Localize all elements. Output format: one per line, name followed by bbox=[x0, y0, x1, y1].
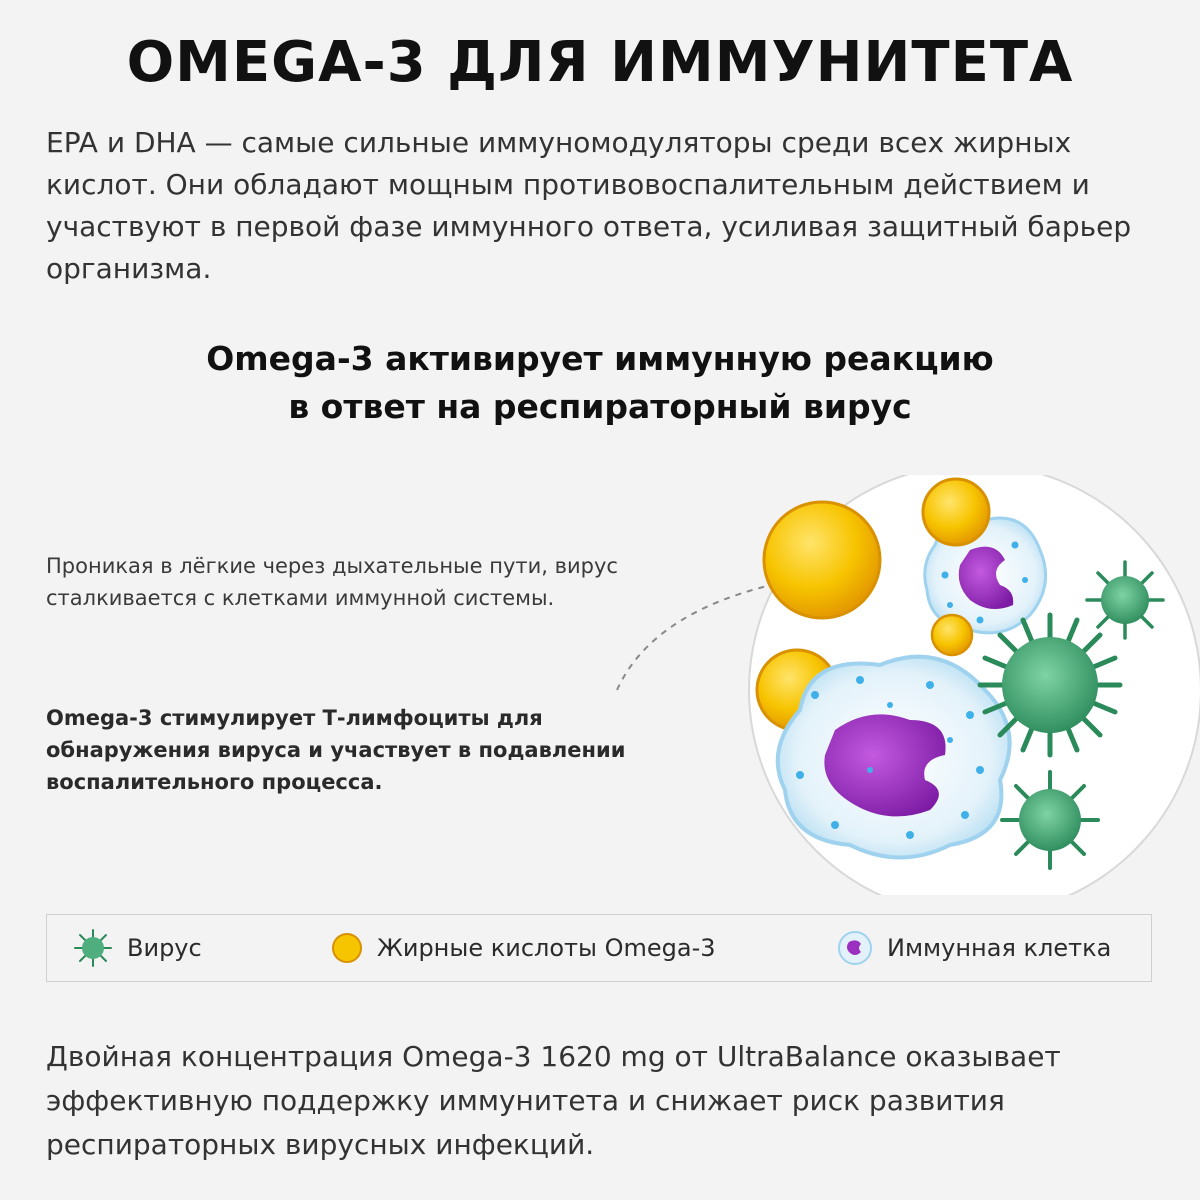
callout-omega-lymphocytes: Omega-3 стимулирует Т-лимфоциты для обнаружения вируса и участвует в подавлении воспалительного процесса. bbox=[46, 706, 626, 794]
outro-text: Двойная концентрация Omega-3 1620 mg от UltraBalance оказывает эффективную поддержку иммунитета и снижает риск развития респираторных вирусных инфекций. bbox=[46, 1040, 1061, 1161]
legend-label-immune-cell: Иммунная клетка bbox=[887, 934, 1112, 962]
legend-item-immune-cell bbox=[837, 915, 1111, 981]
page-title: OMEGA-3 ДЛЯ ИММУНИТЕТА bbox=[126, 30, 1074, 95]
immune-cell-icon bbox=[837, 930, 873, 966]
intro-text: EPA и DHA — самые сильные иммуномодуляторы среди всех жирных кислот. Они обладают мощным противовоспалительным действием и участвуют в первой фазе иммунного ответа, усиливая защитный барьер организма. bbox=[46, 126, 1132, 285]
immune-cell-large bbox=[778, 657, 1010, 858]
virus-icon bbox=[73, 928, 113, 968]
virus-large bbox=[980, 615, 1120, 755]
omega-droplet-large bbox=[764, 502, 880, 618]
legend-item-fatty-acids bbox=[331, 915, 716, 981]
legend-label-virus: Вирус bbox=[127, 934, 202, 962]
subtitle-line-2: в ответ на респираторный вирус bbox=[288, 387, 912, 426]
legend-label-fatty-acids: Жирные кислоты Omega-3 bbox=[377, 934, 716, 962]
omega-droplet-mid bbox=[932, 615, 972, 655]
subtitle-line-1: Omega-3 активирует иммунную реакцию bbox=[206, 339, 994, 378]
legend-item-virus bbox=[73, 915, 202, 981]
virus-right bbox=[1087, 562, 1163, 638]
immune-response-illustration bbox=[600, 475, 1200, 895]
legend bbox=[46, 914, 1152, 982]
callout-lungs: Проникая в лёгкие через дыхательные пути, вирус сталкивается с клетками иммунной системы. bbox=[46, 554, 618, 610]
omega-droplet-top bbox=[923, 479, 989, 545]
omega-droplet-icon bbox=[331, 932, 363, 964]
diagram-subtitle bbox=[0, 335, 1200, 431]
virus-bottom bbox=[1002, 772, 1098, 868]
